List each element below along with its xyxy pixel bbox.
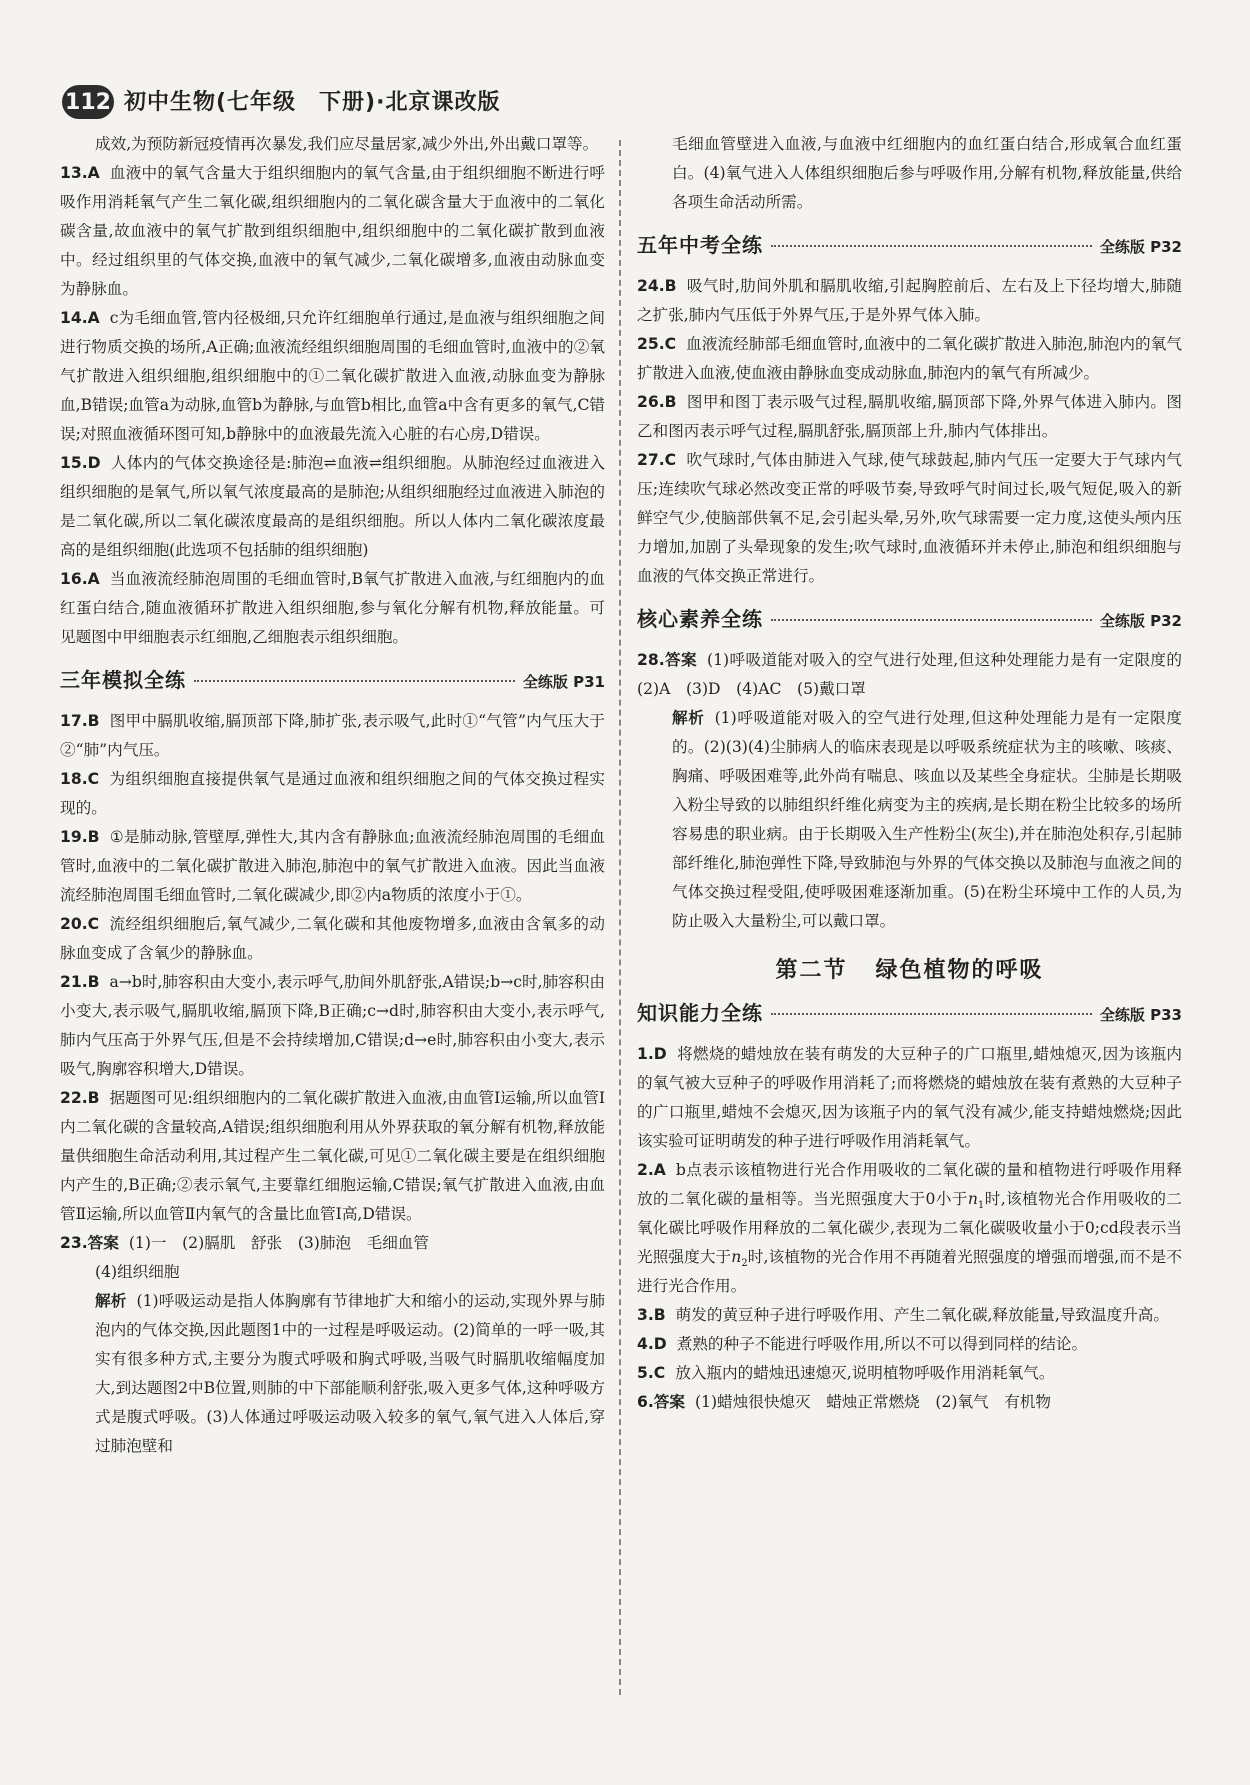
question-23 (60, 1229, 605, 1258)
question-26 (637, 388, 1182, 446)
question-20 (60, 910, 605, 968)
analysis-text: (1)呼吸道能对吸入的空气进行处理,但这种处理能力是有一定限度的。(2)(3)(4)尘肺病人的临床表现是以呼吸系统症状为主的咳嗽、咳痰、胸痛、呼吸困难等,此外尚有喘息、咳血以及某些全身症状。尘肺是长期吸入粉尘导致的以肺组织纤维化病变为主的疾病,是长期在粉尘比较多的场所容易患的职业病。由于长期吸入生产性粉尘(灰尘),并在肺泡处积存,引起肺部纤维化,肺泡弹性下降,导致肺泡与外界的气体交换以及肺泡与血液之间的气体交换过程受阻,使呼吸困难逐渐加重。(5)在粉尘环境中工作的人员,为防止吸入大量粉尘,可以戴口罩。 (672, 709, 1182, 930)
analysis-text: (1)呼吸运动是指人体胸廓有节律地扩大和缩小的运动,实现外界与肺泡内的气体交换,因此题图1中的一过程是呼吸运动。(2)简单的一呼一吸,其实有很多种方式,主要分为腹式呼吸和胸式呼吸,当吸气时膈肌收缩幅度加大,到达题图2中B位置,则肺的中下部能顺利舒张,吸入更多气体,这种呼吸方式是腹式呼吸。(3)人体通过呼吸运动吸入较多的氧气,氧气进入人体后,穿过肺泡壁和 (95, 1292, 605, 1455)
answer-text-part: 时,该植物的光合作用不再随着光照强度的增强而增强,而不是不进行光合作用。 (637, 1248, 1182, 1295)
question-number: 13.A (60, 164, 100, 182)
answer-text: 放入瓶内的蜡烛迅速熄灭,说明植物呼吸作用消耗氧气。 (675, 1364, 1055, 1382)
question-4 (637, 1330, 1182, 1359)
subscript: 1 (977, 1200, 985, 1212)
section-header-core-literacy (637, 605, 1182, 636)
question-number: 24.B (637, 277, 677, 295)
question-number: 4.D (637, 1335, 667, 1353)
question-number: 23.答案 (60, 1234, 119, 1252)
question-number: 20.C (60, 915, 100, 933)
section-header-knowledge (637, 999, 1182, 1030)
question-number: 6.答案 (637, 1393, 685, 1411)
question-24 (637, 272, 1182, 330)
analysis (60, 1287, 605, 1461)
question-13 (60, 159, 605, 304)
answer-text: (1)呼吸道能对吸入的空气进行处理,但这种处理能力是有一定限度的 (2)A (3)D (4)AC (5)戴口罩 (637, 651, 1198, 698)
answer-text: 图甲和图丁表示吸气过程,膈肌收缩,膈顶部下降,外界气体进入肺内。图乙和图丙表示呼气过程,膈肌舒张,膈顶部上升,肺内气体排出。 (637, 393, 1182, 440)
answer-text: 吸气时,肋间外肌和膈肌收缩,引起胸腔前后、左右及上下径均增大,肺随之扩张,肺内气压低于外界气压,于是外界气体入肺。 (637, 277, 1182, 324)
question-27 (637, 446, 1182, 591)
question-number: 18.C (60, 770, 100, 788)
question-25 (637, 330, 1182, 388)
chapter-number: 第二节 (775, 958, 848, 983)
answer-text: (1)蜡烛很快熄灭 蜡烛正常燃烧 (2)氧气 有机物 (694, 1393, 1052, 1411)
question-number: 26.B (637, 393, 677, 411)
answer-text: (1)一 (2)膈肌 舒张 (3)肺泡 毛细血管 (128, 1234, 429, 1252)
section-page-ref: 全练版 P32 (1099, 238, 1182, 256)
section-title: 知识能力全练 (637, 1001, 763, 1025)
question-16 (60, 565, 605, 652)
section-title: 三年模拟全练 (60, 668, 186, 692)
answer-text: 为组织细胞直接提供氧气是通过血液和组织细胞之间的气体交换过程实现的。 (60, 770, 605, 817)
page-header (62, 82, 500, 122)
question-28 (637, 646, 1198, 704)
chapter-title (637, 956, 1182, 985)
answer-text: 煮熟的种子不能进行呼吸作用,所以不可以得到同样的结论。 (676, 1335, 1088, 1353)
question-14 (60, 304, 605, 449)
question-2 (637, 1156, 1182, 1301)
answer-text: a→b时,肺容积由大变小,表示呼气,肋间外肌舒张,A错误;b→c时,肺容积由小变大,表示吸气,膈肌收缩,膈顶下降,B正确;c→d时,肺容积由大变小,表示呼气,肺内气压高于外界气压,但是不会持续增加,C错误;d→e时,肺容积由小变大,表示吸气,胸廓容积增大,D错误。 (60, 973, 605, 1078)
variable-n: n (967, 1190, 978, 1208)
dotted-leader (771, 245, 1092, 247)
answer-text: 流经组织细胞后,氧气减少,二氧化碳和其他废物增多,血液由含氧多的动脉血变成了含氧少的静脉血。 (60, 915, 605, 962)
dotted-leader (771, 619, 1092, 621)
question-15 (60, 449, 605, 565)
dotted-leader (194, 680, 515, 682)
question-18 (60, 765, 605, 823)
question-number: 14.A (60, 309, 100, 327)
answer-text: 将燃烧的蜡烛放在装有萌发的大豆种子的广口瓶里,蜡烛熄灭,因为该瓶内的氧气被大豆种子的呼吸作用消耗了;而将燃烧的蜡烛放在装有煮熟的大豆种子的广口瓶里,蜡烛不会熄灭,因为该瓶子内的氧气没有减少,能支持蜡烛燃烧;因此该实验可证明萌发的种子进行呼吸作用消耗氧气。 (637, 1045, 1182, 1150)
subscript: 2 (741, 1258, 748, 1270)
answer-text: 萌发的黄豆种子进行呼吸作用、产生二氧化碳,释放能量,导致温度升高。 (675, 1306, 1169, 1324)
answer-text: c为毛细血管,管内径极细,只允许红细胞单行通过,是血液与组织细胞之间进行物质交换的场所,A正确;血液流经组织细胞周围的毛细血管时,血液中的②氧气扩散进入组织细胞,组织细胞中的①二氧化碳扩散进入血液,动脉血变为静脉血,B错误;血管a为动脉,血管b为静脉,与血管b相比,血管a中含有更多的氧气,C错误;对照血液循环图可知,b静脉中的血液最先流入心脏的右心房,D错误。 (60, 309, 605, 443)
question-17 (60, 707, 605, 765)
answer-text-part: b点表示该植物进行光合作用吸收的二氧化碳的量和植物进行呼吸作用释放的二氧化碳的量相等。当光照强度大于0小于 (637, 1161, 1182, 1208)
question-5 (637, 1359, 1182, 1388)
question-number: 5.C (637, 1364, 666, 1382)
answer-text-part: 时,该植物光合作用吸收的二氧化碳比呼吸作用释放的二氧化碳少,表现为二氧化碳吸收量小于0;cd段表示当光照强度大于 (637, 1190, 1182, 1266)
answer-text: 人体内的气体交换途径是:肺泡⇌血液⇌组织细胞。从肺泡经过血液进入组织细胞的是氧气,所以氧气浓度最高的是肺泡;从组织细胞经过血液进入肺泡的是二氧化碳,所以二氧化碳浓度最高的是组织细胞。所以人体内二氧化碳浓度最高的是组织细胞(此选项不包括肺的组织细胞) (60, 454, 605, 559)
question-number: 1.D (637, 1045, 667, 1063)
intro-text: 成效,为预防新冠疫情再次暴发,我们应尽量居家,减少外出,外出戴口罩等。 (95, 135, 599, 153)
page-number: 112 (62, 85, 114, 119)
question-number: 21.B (60, 973, 100, 991)
section-page-ref: 全练版 P31 (522, 673, 605, 691)
section-title: 核心素养全练 (637, 607, 763, 631)
question-21 (60, 968, 605, 1084)
answer-text: 血液流经肺部毛细血管时,血液中的二氧化碳扩散进入肺泡,肺泡内的氧气扩散进入血液,使血液由静脉血变成动脉血,肺泡内的氧气有所减少。 (637, 335, 1182, 382)
left-column (60, 130, 605, 1461)
answer-text: 吹气球时,气体由肺进入气球,使气球鼓起,肺内气压一定要大于气球内气压;连续吹气球必然改变正常的呼吸节奏,导致呼气时间过长,吸气短促,吸入的新鲜空气少,使脑部供氧不足,会引起头晕,另外,吹气球需要一定力度,这使头颅内压力增加,加剧了头晕现象的发生;吹气球时,血液循环并未停止,肺泡和组织细胞与血液的气体交换正常进行。 (637, 451, 1182, 585)
question-22 (60, 1084, 605, 1229)
section-page-ref: 全练版 P32 (1099, 612, 1182, 630)
dotted-leader (771, 1013, 1092, 1015)
question-19 (60, 823, 605, 910)
chapter-name: 绿色植物的呼吸 (875, 958, 1044, 983)
question-number: 15.D (60, 454, 101, 472)
answer-line: (4)组织细胞 (95, 1263, 180, 1281)
question-1 (637, 1040, 1182, 1156)
analysis-label: 解析 (672, 709, 705, 727)
book-title: 初中生物(七年级 下册)·北京课改版 (124, 89, 501, 115)
answer-text: 当血液流经肺泡周围的毛细血管时,B氧气扩散进入血液,与红细胞内的血红蛋白结合,随血液循环扩散进入组织细胞,参与氧化分解有机物,释放能量。可见题图中甲细胞表示红细胞,乙细胞表示组织细胞。 (60, 570, 605, 646)
question-3 (637, 1301, 1182, 1330)
answer-text: 血液中的氧气含量大于组织细胞内的氧气含量,由于组织细胞不断进行呼吸作用消耗氧气产生二氧化碳,组织细胞内的二氧化碳含量大于血液中的二氧化碳含量,故血液中的氧气扩散到组织细胞中,组织细胞中的二氧化碳扩散到血液中。经过组织里的气体交换,血液中的氧气减少,二氧化碳增多,血液由动脉血变为静脉血。 (60, 164, 605, 298)
right-column (637, 130, 1198, 1417)
question-number: 27.C (637, 451, 677, 469)
question-number: 19.B (60, 828, 100, 846)
question-number: 2.A (637, 1161, 666, 1179)
answer-text: 据题图可见:组织细胞内的二氧化碳扩散进入血液,由血管Ⅰ运输,所以血管Ⅰ内二氧化碳的含量较高,A错误;组织细胞利用从外界获取的氧分解有机物,释放能量供细胞生命活动利用,其过程产生二氧化碳,可见①二氧化碳主要是在组织细胞内产生的,B正确;②表示氧气,主要靠红细胞运输,C错误;氧气扩散进入血液,由血管Ⅱ运输,所以血管Ⅱ内氧气的含量比血管Ⅰ高,D错误。 (60, 1089, 605, 1223)
analysis-label: 解析 (95, 1292, 127, 1310)
answer-text: ①是肺动脉,管壁厚,弹性大,其内含有静脉血;血液流经肺泡周围的毛细血管时,血液中的二氧化碳扩散进入肺泡,肺泡中的氧气扩散进入血液。因此当血液流经肺泡周围毛细血管时,二氧化碳减少,即②内a物质的浓度小于①。 (60, 828, 605, 904)
question-number: 3.B (637, 1306, 666, 1324)
question-number: 16.A (60, 570, 100, 588)
continued-text: 毛细血管壁进入血液,与血液中红细胞内的血红蛋白结合,形成氧合血红蛋白。(4)氧气进入人体组织细胞后参与呼吸作用,分解有机物,释放能量,供给各项生命活动所需。 (672, 135, 1182, 211)
column-divider (619, 140, 621, 1695)
question-number: 28.答案 (637, 651, 697, 669)
answer-text: 图甲中膈肌收缩,膈顶部下降,肺扩张,表示吸气,此时①“气管”内气压大于②“肺”内气压。 (60, 712, 605, 759)
section-page-ref: 全练版 P33 (1099, 1006, 1182, 1024)
section-title: 五年中考全练 (637, 233, 763, 257)
question-number: 25.C (637, 335, 677, 353)
question-number: 22.B (60, 1089, 100, 1107)
question-6 (637, 1388, 1182, 1417)
analysis (637, 704, 1182, 936)
section-header-three-year (60, 666, 605, 697)
section-header-five-year (637, 231, 1182, 262)
variable-n: n (731, 1248, 742, 1266)
question-number: 17.B (60, 712, 100, 730)
